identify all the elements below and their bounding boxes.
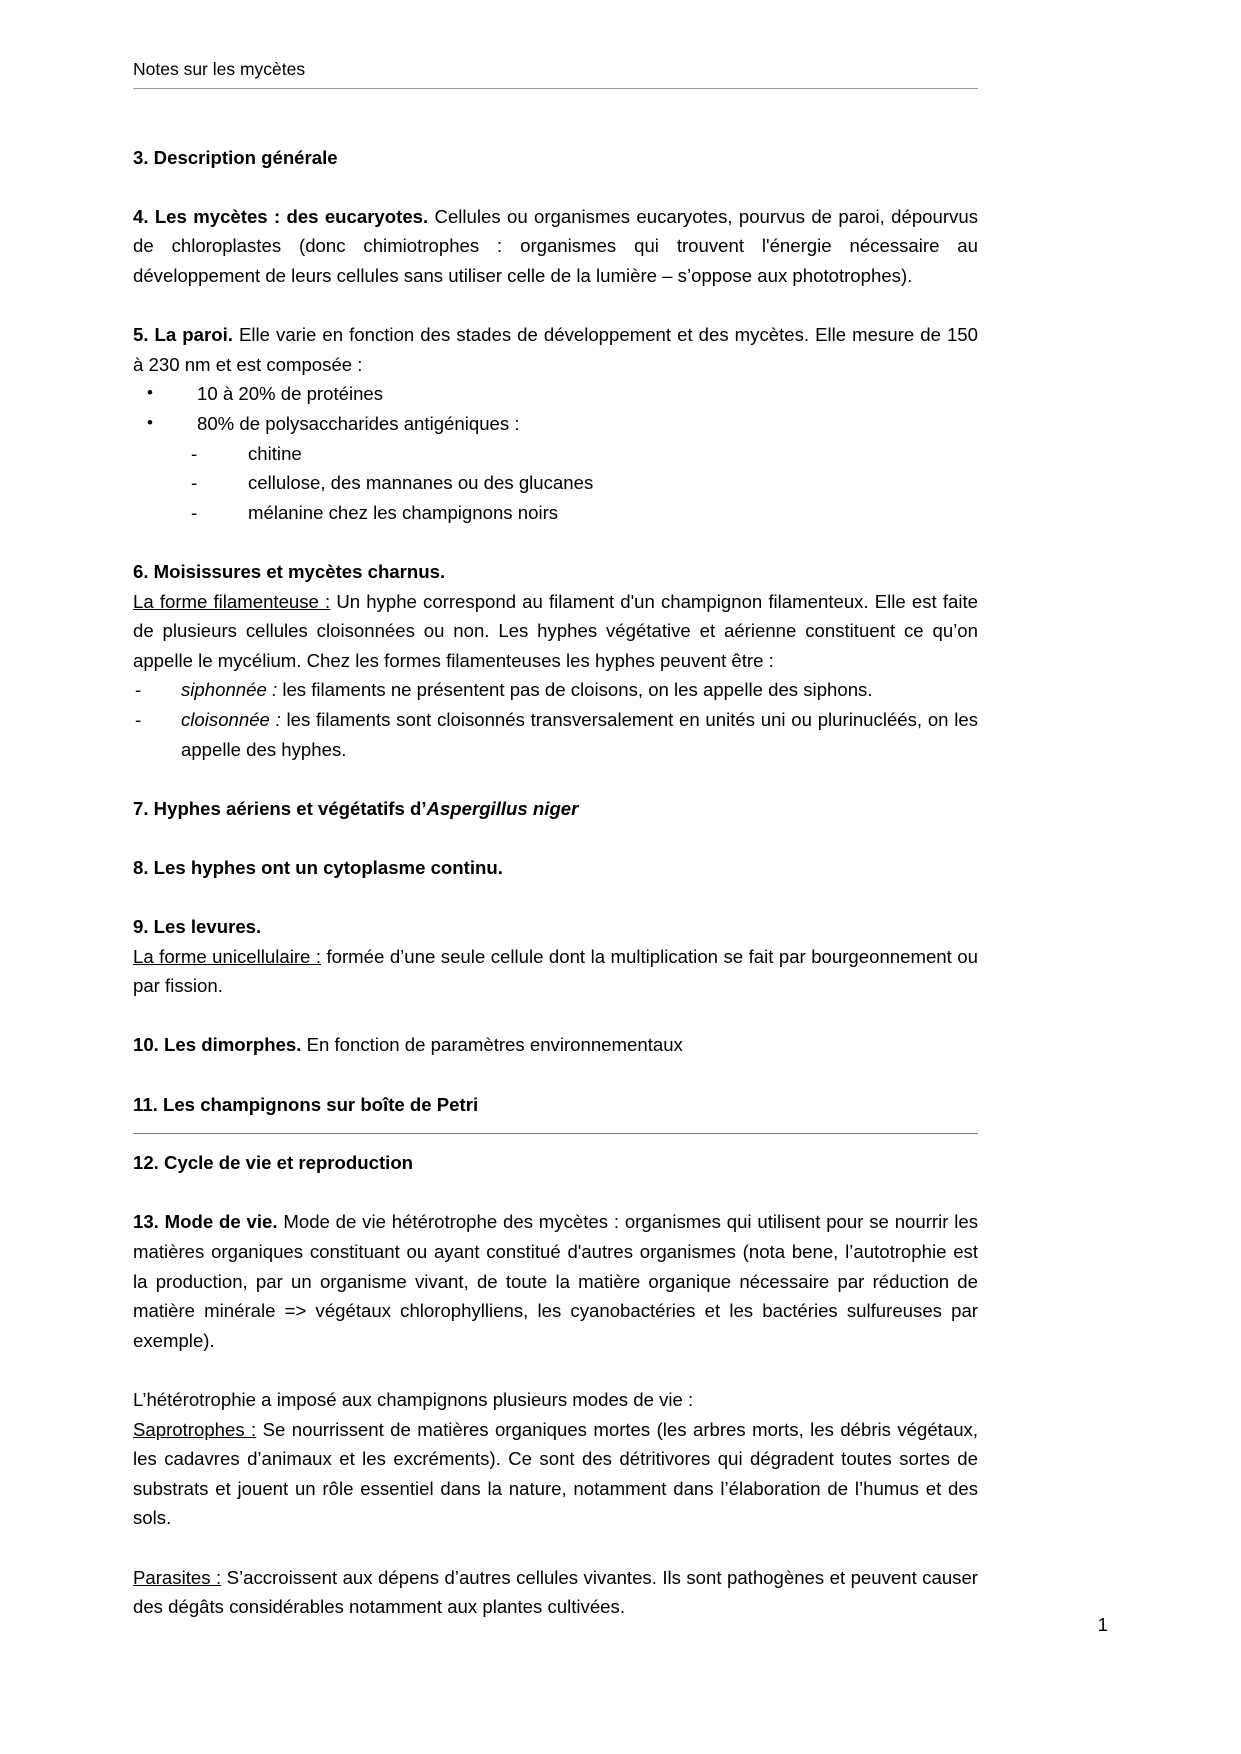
section-3-heading-text: 3. Description générale bbox=[133, 146, 338, 168]
page-content-column bbox=[133, 0, 978, 1622]
list-item bbox=[133, 498, 978, 528]
section-9-body: formée d’une seule cellule dont la multiplication se fait par bourgeonnement ou par fission. bbox=[133, 945, 978, 997]
spacer bbox=[133, 1178, 978, 1208]
heterotrophie-intro-text: L’hétérotrophie a imposé aux champignons plusieurs modes de vie : bbox=[133, 1388, 694, 1410]
term-siphonnee: siphonnée : bbox=[181, 679, 278, 701]
parasites-label: Parasites : bbox=[133, 1566, 222, 1588]
section-heading-7 bbox=[133, 794, 978, 824]
spacer bbox=[133, 291, 978, 321]
term-cloisonnee-description: les filaments sont cloisonnés transversalement en unités uni ou plurinucléés, on les appelle des hyphes. bbox=[181, 708, 979, 760]
parasites-body: S’accroissent aux dépens d’autres cellules vivantes. Ils sont pathogènes et peuvent causer des dégâts considérables notamment aux plantes cultivées. bbox=[133, 1566, 978, 1618]
section-divider bbox=[133, 1133, 978, 1134]
header-title: Notes sur les mycètes bbox=[133, 59, 306, 79]
term-cloisonnee: cloisonnée : bbox=[181, 708, 281, 730]
list-item bbox=[133, 705, 978, 764]
section-4-body: Cellules ou organismes eucaryotes, pourvus de paroi, dépourvus de chloroplastes (donc chimiotrophes : organismes qui trouvent l'énergie nécessaire au développement de leurs cellules sans utiliser celle de la lumière – s’oppose aux phototrophes). bbox=[133, 205, 978, 286]
section-6-heading-text: 6. Moisissures et mycètes charnus. bbox=[133, 560, 446, 582]
spacer bbox=[133, 1533, 978, 1563]
species-name-aspergillus-niger: Aspergillus niger bbox=[426, 797, 579, 819]
document-body bbox=[133, 143, 978, 1622]
section-heading-9 bbox=[133, 912, 978, 942]
section-9-heading-text: 9. Les levures. bbox=[133, 916, 262, 938]
forme-filamenteuse-label: La forme filamenteuse : bbox=[133, 590, 331, 612]
section-6-body: Un hyphe correspond au filament d'un champignon filamenteux. Elle est faite de plusieurs cellules cloisonnées ou non. Les hyphes végétative et aérienne constituent ce qu’on appelle le mycélium. Chez les formes filamenteuses les hyphes peuvent être : bbox=[133, 590, 978, 671]
section-11-heading-text: 11. Les champignons sur boîte de Petri bbox=[133, 1093, 479, 1115]
section-paragraph-4 bbox=[133, 202, 978, 291]
section-13-body: Mode de vie hétérotrophe des mycètes : organismes qui utilisent pour se nourrir les matières organiques constituant ou ayant constitué d'autres organismes (nota bene, l’autotrophie est la production, par un organisme vivant, de toute la matière organique nécessaire par réduction de matière minérale => végétaux chlorophylliens, les cyanobactéries et les bactéries sulfureuses par exemple). bbox=[133, 1211, 978, 1351]
forme-unicellulaire-label: La forme unicellulaire : bbox=[133, 945, 321, 967]
section-paragraph-10 bbox=[133, 1030, 978, 1060]
section-paragraph-6 bbox=[133, 587, 978, 676]
list-item bbox=[133, 468, 978, 498]
spacer bbox=[133, 527, 978, 557]
section-paragraph-9 bbox=[133, 942, 978, 1001]
section-13-label: 13. Mode de vie. bbox=[133, 1211, 278, 1233]
section-paragraph-13 bbox=[133, 1207, 978, 1355]
spacer bbox=[133, 1001, 978, 1031]
section-heading-12 bbox=[133, 1148, 978, 1178]
section-10-body: En fonction de paramètres environnementaux bbox=[301, 1034, 683, 1056]
spacer bbox=[133, 1355, 978, 1385]
sub-bullet-text: chitine bbox=[248, 442, 302, 464]
section-heading-8 bbox=[133, 853, 978, 883]
section-4-label: 4. Les mycètes : des eucaryotes. bbox=[133, 205, 429, 227]
list-item bbox=[133, 675, 978, 705]
section-paragraph-parasites bbox=[133, 1563, 978, 1622]
section-paragraph-5 bbox=[133, 320, 978, 379]
section-5-label: 5. La paroi. bbox=[133, 324, 233, 346]
section-heading-6 bbox=[133, 557, 978, 587]
bullet-text: 10 à 20% de protéines bbox=[197, 383, 384, 405]
section-8-heading-text: 8. Les hyphes ont un cytoplasme continu. bbox=[133, 856, 503, 878]
polysaccharides-sublist bbox=[133, 439, 978, 528]
list-item bbox=[133, 409, 978, 439]
section-paragraph-saprotrophes bbox=[133, 1415, 978, 1533]
bullet-text: 80% de polysaccharides antigéniques : bbox=[197, 412, 520, 434]
hyphes-forms-list bbox=[133, 675, 978, 764]
spacer bbox=[133, 172, 978, 202]
spacer bbox=[133, 882, 978, 912]
sub-bullet-text: mélanine chez les champignons noirs bbox=[248, 501, 559, 523]
spacer bbox=[133, 764, 978, 794]
saprotrophes-body: Se nourrissent de matières organiques mortes (les arbres morts, les débris végétaux, les cadavres d’animaux et les excréments). Ce sont des détritivores qui dégradent toutes sortes de substrats et jouent un rôle essentiel dans la nature, notamment dans l’élaboration de l’humus et des sols. bbox=[133, 1418, 978, 1529]
section-heading-3 bbox=[133, 143, 978, 173]
list-item bbox=[133, 439, 978, 469]
paroi-composition-list bbox=[133, 379, 978, 438]
section-7-heading-text: 7. Hyphes aériens et végétatifs d’ bbox=[133, 797, 427, 819]
document-header bbox=[133, 0, 978, 82]
header-divider bbox=[133, 88, 978, 89]
section-5-body: Elle varie en fonction des stades de développement et des mycètes. Elle mesure de 150 à 230 nm et est composée : bbox=[133, 324, 978, 375]
term-siphonnee-description: les filaments ne présentent pas de cloisons, on les appelle des siphons. bbox=[277, 679, 873, 701]
sub-bullet-text: cellulose, des mannanes ou des glucanes bbox=[248, 472, 594, 494]
saprotrophes-label: Saprotrophes : bbox=[133, 1418, 257, 1440]
spacer bbox=[133, 823, 978, 853]
spacer bbox=[133, 1060, 978, 1090]
section-10-label: 10. Les dimorphes. bbox=[133, 1034, 302, 1056]
heterotrophie-intro bbox=[133, 1385, 978, 1415]
section-12-heading-text: 12. Cycle de vie et reproduction bbox=[133, 1152, 414, 1174]
list-item bbox=[133, 379, 978, 409]
page-number: 1 bbox=[1097, 1614, 1108, 1635]
section-heading-11 bbox=[133, 1090, 978, 1120]
